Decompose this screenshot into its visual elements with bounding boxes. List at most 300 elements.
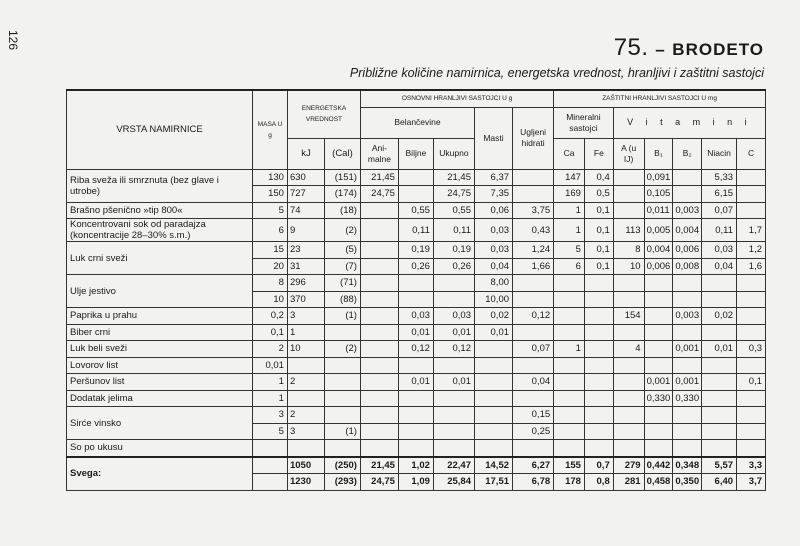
cell-niacin: 6,40 (702, 474, 737, 491)
cell-ugh (513, 440, 554, 457)
cell-ca (554, 407, 585, 424)
cell-bilj (398, 390, 433, 407)
ingredient-name: Paprika u prahu (67, 308, 253, 325)
page-number: 126 (6, 30, 20, 51)
cell-masti: 0,01 (475, 324, 513, 341)
cell-b2: 0,330 (673, 390, 702, 407)
cell-masa (253, 457, 288, 474)
cell-ca (554, 390, 585, 407)
cell-cal (324, 407, 360, 424)
cell-b1 (644, 275, 673, 292)
ingredient-name: Luk crni sveži (67, 242, 253, 275)
cell-uk: 0,12 (433, 341, 474, 358)
cell-ani (360, 390, 398, 407)
cell-b2 (673, 169, 702, 186)
cell-ani: 24,75 (360, 186, 398, 203)
cell-ugh (513, 291, 554, 308)
cell-c (737, 390, 766, 407)
cell-b2 (673, 275, 702, 292)
total-row (67, 457, 766, 474)
cell-kj: 74 (287, 202, 324, 219)
page-title (614, 34, 764, 62)
cell-niacin: 0,04 (702, 258, 737, 275)
cell-b1: 0,105 (644, 186, 673, 203)
cell-b1: 0,330 (644, 390, 673, 407)
cell-ugh: 3,75 (513, 202, 554, 219)
cell-cal: (174) (324, 186, 360, 203)
cell-kj: 31 (287, 258, 324, 275)
cell-ugh: 6,78 (513, 474, 554, 491)
cell-b2 (673, 186, 702, 203)
cell-fe: 0,5 (584, 186, 613, 203)
header-biljne: Biljne (398, 138, 433, 169)
cell-bilj: 1,02 (398, 457, 433, 474)
cell-cal: (5) (324, 242, 360, 259)
cell-b1: 0,091 (644, 169, 673, 186)
cell-masa: 130 (253, 169, 288, 186)
header-osnovni: OSNOVNI HRANLJIVI SASTOJCI U g (360, 90, 553, 107)
cell-uk (433, 291, 474, 308)
cell-a (613, 202, 644, 219)
cell-ugh: 0,04 (513, 374, 554, 391)
cell-bilj (398, 407, 433, 424)
cell-uk (433, 440, 474, 457)
header-vrsta: VRSTA NAMIRNICE (67, 90, 253, 169)
cell-kj: 1230 (287, 474, 324, 491)
cell-b2: 0,008 (673, 258, 702, 275)
cell-bilj: 0,55 (398, 202, 433, 219)
cell-b1 (644, 291, 673, 308)
cell-bilj (398, 186, 433, 203)
cell-ugh (513, 390, 554, 407)
cell-bilj (398, 275, 433, 292)
cell-cal: (2) (324, 341, 360, 358)
cell-ca (554, 291, 585, 308)
cell-b1: 0,006 (644, 258, 673, 275)
cell-bilj (398, 423, 433, 440)
table-row (67, 324, 766, 341)
cell-uk (433, 357, 474, 374)
cell-masti: 0,02 (475, 308, 513, 325)
cell-ugh (513, 324, 554, 341)
cell-c: 1,2 (737, 242, 766, 259)
header-cal: (Cal) (324, 138, 360, 169)
cell-niacin (702, 390, 737, 407)
header-niacin: Niacin (702, 138, 737, 169)
cell-bilj: 0,03 (398, 308, 433, 325)
cell-uk (433, 423, 474, 440)
cell-uk: 0,03 (433, 308, 474, 325)
table-row (67, 357, 766, 374)
cell-ani (360, 407, 398, 424)
cell-kj: 23 (287, 242, 324, 259)
cell-ugh: 1,66 (513, 258, 554, 275)
cell-cal: (2) (324, 219, 360, 242)
cell-c: 3,7 (737, 474, 766, 491)
cell-niacin (702, 423, 737, 440)
ingredient-name: Dodatak jelima (67, 390, 253, 407)
cell-b2: 0,348 (673, 457, 702, 474)
cell-fe: 0,1 (584, 219, 613, 242)
cell-c (737, 308, 766, 325)
cell-ani (360, 374, 398, 391)
cell-masa: 8 (253, 275, 288, 292)
cell-ugh: 0,12 (513, 308, 554, 325)
cell-masa: 10 (253, 291, 288, 308)
cell-fe (584, 324, 613, 341)
cell-ani (360, 258, 398, 275)
cell-b2 (673, 324, 702, 341)
cell-fe: 0,1 (584, 242, 613, 259)
cell-a (613, 440, 644, 457)
cell-ca: 1 (554, 219, 585, 242)
cell-kj: 727 (287, 186, 324, 203)
cell-b1: 0,004 (644, 242, 673, 259)
ingredient-name: Biber crni (67, 324, 253, 341)
header-belancevine: Belančevine (360, 107, 474, 138)
cell-bilj (398, 440, 433, 457)
cell-ani: 24,75 (360, 474, 398, 491)
cell-ugh (513, 275, 554, 292)
cell-uk: 24,75 (433, 186, 474, 203)
cell-b1 (644, 341, 673, 358)
cell-a (613, 169, 644, 186)
cell-fe (584, 407, 613, 424)
cell-ani: 21,45 (360, 457, 398, 474)
ingredient-name: Svega: (67, 457, 253, 491)
cell-cal: (18) (324, 202, 360, 219)
cell-uk: 21,45 (433, 169, 474, 186)
recipe-name: BRODETO (672, 40, 764, 59)
cell-b2: 0,003 (673, 202, 702, 219)
cell-a (613, 407, 644, 424)
cell-bilj (398, 169, 433, 186)
cell-c: 3,3 (737, 457, 766, 474)
cell-ca: 5 (554, 242, 585, 259)
cell-uk: 0,01 (433, 324, 474, 341)
header-b2: B₂ (673, 138, 702, 169)
cell-b1: 0,005 (644, 219, 673, 242)
cell-b1 (644, 357, 673, 374)
cell-kj: 296 (287, 275, 324, 292)
cell-kj: 1050 (287, 457, 324, 474)
cell-masti (475, 423, 513, 440)
cell-bilj (398, 291, 433, 308)
cell-ca (554, 423, 585, 440)
cell-masa: 2 (253, 341, 288, 358)
table-row (67, 341, 766, 358)
cell-uk (433, 407, 474, 424)
ingredient-name: Brašno pšenično »tip 800« (67, 202, 253, 219)
cell-a: 8 (613, 242, 644, 259)
cell-uk: 0,26 (433, 258, 474, 275)
header-masti: Masti (475, 107, 513, 169)
cell-a (613, 291, 644, 308)
cell-cal: (7) (324, 258, 360, 275)
ingredient-name: Sirće vinsko (67, 407, 253, 440)
cell-niacin: 0,07 (702, 202, 737, 219)
cell-ani (360, 357, 398, 374)
cell-cal (324, 440, 360, 457)
cell-c: 1,7 (737, 219, 766, 242)
table-row (67, 407, 766, 424)
cell-b1: 0,442 (644, 457, 673, 474)
cell-c (737, 202, 766, 219)
table-row (67, 308, 766, 325)
cell-b2: 0,001 (673, 341, 702, 358)
cell-cal: (88) (324, 291, 360, 308)
cell-niacin (702, 440, 737, 457)
cell-ugh: 6,27 (513, 457, 554, 474)
cell-b1 (644, 423, 673, 440)
cell-fe: 0,7 (584, 457, 613, 474)
cell-masti: 14,52 (475, 457, 513, 474)
cell-uk: 0,11 (433, 219, 474, 242)
cell-bilj: 0,12 (398, 341, 433, 358)
cell-a: 4 (613, 341, 644, 358)
cell-bilj: 1,09 (398, 474, 433, 491)
cell-niacin (702, 407, 737, 424)
cell-niacin: 0,01 (702, 341, 737, 358)
cell-b1 (644, 407, 673, 424)
cell-c (737, 440, 766, 457)
cell-a: 154 (613, 308, 644, 325)
header-ugljeni: Ugljeni hidrati (513, 107, 554, 169)
cell-b2: 0,003 (673, 308, 702, 325)
cell-ani (360, 440, 398, 457)
cell-c (737, 275, 766, 292)
cell-fe (584, 423, 613, 440)
cell-ugh: 0,15 (513, 407, 554, 424)
cell-ca: 178 (554, 474, 585, 491)
cell-cal: (1) (324, 308, 360, 325)
cell-cal (324, 390, 360, 407)
cell-c: 0,3 (737, 341, 766, 358)
cell-masa: 5 (253, 202, 288, 219)
cell-ani (360, 202, 398, 219)
cell-b1 (644, 324, 673, 341)
cell-niacin: 5,57 (702, 457, 737, 474)
cell-a: 113 (613, 219, 644, 242)
cell-masti: 17,51 (475, 474, 513, 491)
cell-masa: 0,1 (253, 324, 288, 341)
cell-masa: 150 (253, 186, 288, 203)
cell-a (613, 324, 644, 341)
cell-a (613, 374, 644, 391)
cell-masa (253, 474, 288, 491)
table-row (67, 169, 766, 186)
cell-ugh: 1,24 (513, 242, 554, 259)
cell-ani (360, 242, 398, 259)
cell-ani (360, 275, 398, 292)
cell-b2: 0,001 (673, 374, 702, 391)
cell-masti: 0,03 (475, 219, 513, 242)
recipe-number: 75. (613, 34, 649, 61)
cell-masti (475, 390, 513, 407)
cell-a (613, 357, 644, 374)
cell-c (737, 169, 766, 186)
table-row (67, 242, 766, 259)
cell-ca (554, 275, 585, 292)
cell-cal (324, 374, 360, 391)
cell-uk: 25,84 (433, 474, 474, 491)
ingredient-name: Riba sveža ili smrznuta (bez glave i utrobe) (67, 169, 253, 202)
cell-masa: 0,01 (253, 357, 288, 374)
cell-uk (433, 275, 474, 292)
cell-ca: 1 (554, 202, 585, 219)
cell-c: 0,1 (737, 374, 766, 391)
cell-cal (324, 324, 360, 341)
ingredient-name: Lovorov list (67, 357, 253, 374)
cell-b2 (673, 407, 702, 424)
cell-ani (360, 308, 398, 325)
page-subtitle: Približne količine namirnica, energetska vrednost, hranljivi i zaštitni sastojci (349, 66, 764, 80)
cell-b2: 0,006 (673, 242, 702, 259)
header-a: A (u IJ) (613, 138, 644, 169)
ingredient-name: Koncentrovani sok od paradajza (koncentracije 28–30% s.m.) (67, 219, 253, 242)
header-mineralni: Mineralni sastojci (554, 107, 614, 138)
table-row (67, 202, 766, 219)
table-body (67, 169, 766, 490)
cell-bilj: 0,11 (398, 219, 433, 242)
title-dash: – (655, 40, 666, 59)
cell-ugh (513, 169, 554, 186)
cell-uk: 0,01 (433, 374, 474, 391)
cell-b1 (644, 308, 673, 325)
cell-ani (360, 324, 398, 341)
cell-masa: 1 (253, 390, 288, 407)
cell-masti: 7,35 (475, 186, 513, 203)
table-row (67, 390, 766, 407)
cell-uk: 0,19 (433, 242, 474, 259)
header-c: C (737, 138, 766, 169)
cell-ani (360, 423, 398, 440)
cell-niacin: 6,15 (702, 186, 737, 203)
cell-bilj: 0,01 (398, 324, 433, 341)
header-animalne: Ani-malne (360, 138, 398, 169)
cell-fe (584, 308, 613, 325)
cell-b1: 0,458 (644, 474, 673, 491)
cell-masti: 8,00 (475, 275, 513, 292)
cell-b1: 0,011 (644, 202, 673, 219)
cell-fe (584, 390, 613, 407)
cell-ugh: 0,43 (513, 219, 554, 242)
cell-niacin (702, 374, 737, 391)
cell-niacin: 0,02 (702, 308, 737, 325)
cell-ca: 169 (554, 186, 585, 203)
cell-kj: 2 (287, 374, 324, 391)
cell-kj: 2 (287, 407, 324, 424)
cell-ca: 6 (554, 258, 585, 275)
cell-bilj (398, 357, 433, 374)
ingredient-name: Ulje jestivo (67, 275, 253, 308)
cell-ani (360, 219, 398, 242)
cell-uk: 22,47 (433, 457, 474, 474)
cell-fe (584, 357, 613, 374)
cell-a: 10 (613, 258, 644, 275)
cell-ugh: 0,25 (513, 423, 554, 440)
table-row (67, 440, 766, 457)
cell-b2 (673, 423, 702, 440)
cell-a: 279 (613, 457, 644, 474)
cell-masti (475, 407, 513, 424)
cell-fe (584, 275, 613, 292)
cell-masa: 20 (253, 258, 288, 275)
cell-c: 1,6 (737, 258, 766, 275)
cell-fe: 0,1 (584, 258, 613, 275)
cell-ca: 155 (554, 457, 585, 474)
ingredient-name: Luk beli sveži (67, 341, 253, 358)
cell-b2: 0,350 (673, 474, 702, 491)
cell-ca: 1 (554, 341, 585, 358)
cell-a: 281 (613, 474, 644, 491)
cell-a (613, 390, 644, 407)
cell-masa: 1 (253, 374, 288, 391)
cell-masti: 0,03 (475, 242, 513, 259)
cell-b2 (673, 357, 702, 374)
cell-cal: (71) (324, 275, 360, 292)
cell-masti: 0,06 (475, 202, 513, 219)
cell-ugh: 0,07 (513, 341, 554, 358)
cell-kj: 10 (287, 341, 324, 358)
cell-fe: 0,1 (584, 202, 613, 219)
header-b1: B₁ (644, 138, 673, 169)
cell-fe (584, 374, 613, 391)
cell-ca: 147 (554, 169, 585, 186)
cell-masa: 0,2 (253, 308, 288, 325)
cell-masti (475, 357, 513, 374)
header-ukupno: Ukupno (433, 138, 474, 169)
cell-kj (287, 390, 324, 407)
cell-ani (360, 341, 398, 358)
cell-bilj: 0,01 (398, 374, 433, 391)
cell-cal: (1) (324, 423, 360, 440)
header-zastitni: ZAŠTITNI HRANLJIVI SASTOJCI U mg (554, 90, 766, 107)
cell-c (737, 423, 766, 440)
cell-fe: 0,8 (584, 474, 613, 491)
cell-uk (433, 390, 474, 407)
cell-c (737, 407, 766, 424)
cell-fe: 0,4 (584, 169, 613, 186)
cell-c (737, 291, 766, 308)
cell-ugh (513, 186, 554, 203)
cell-ca (554, 324, 585, 341)
nutrition-table (66, 89, 766, 491)
header-energetska: ENERGETSKA VREDNOST (287, 90, 360, 138)
cell-niacin: 0,11 (702, 219, 737, 242)
cell-a (613, 423, 644, 440)
cell-masti: 6,37 (475, 169, 513, 186)
cell-niacin: 5,33 (702, 169, 737, 186)
cell-kj: 370 (287, 291, 324, 308)
cell-c (737, 324, 766, 341)
cell-masa: 5 (253, 423, 288, 440)
cell-b1: 0,001 (644, 374, 673, 391)
cell-fe (584, 291, 613, 308)
cell-b1 (644, 440, 673, 457)
cell-niacin: 0,03 (702, 242, 737, 259)
table-row (67, 275, 766, 292)
cell-uk: 0,55 (433, 202, 474, 219)
cell-ani: 21,45 (360, 169, 398, 186)
header-ca: Ca (554, 138, 585, 169)
cell-fe (584, 341, 613, 358)
cell-kj (287, 440, 324, 457)
header-fe: Fe (584, 138, 613, 169)
cell-ca (554, 440, 585, 457)
header-kj: kJ (287, 138, 324, 169)
cell-b2: 0,004 (673, 219, 702, 242)
